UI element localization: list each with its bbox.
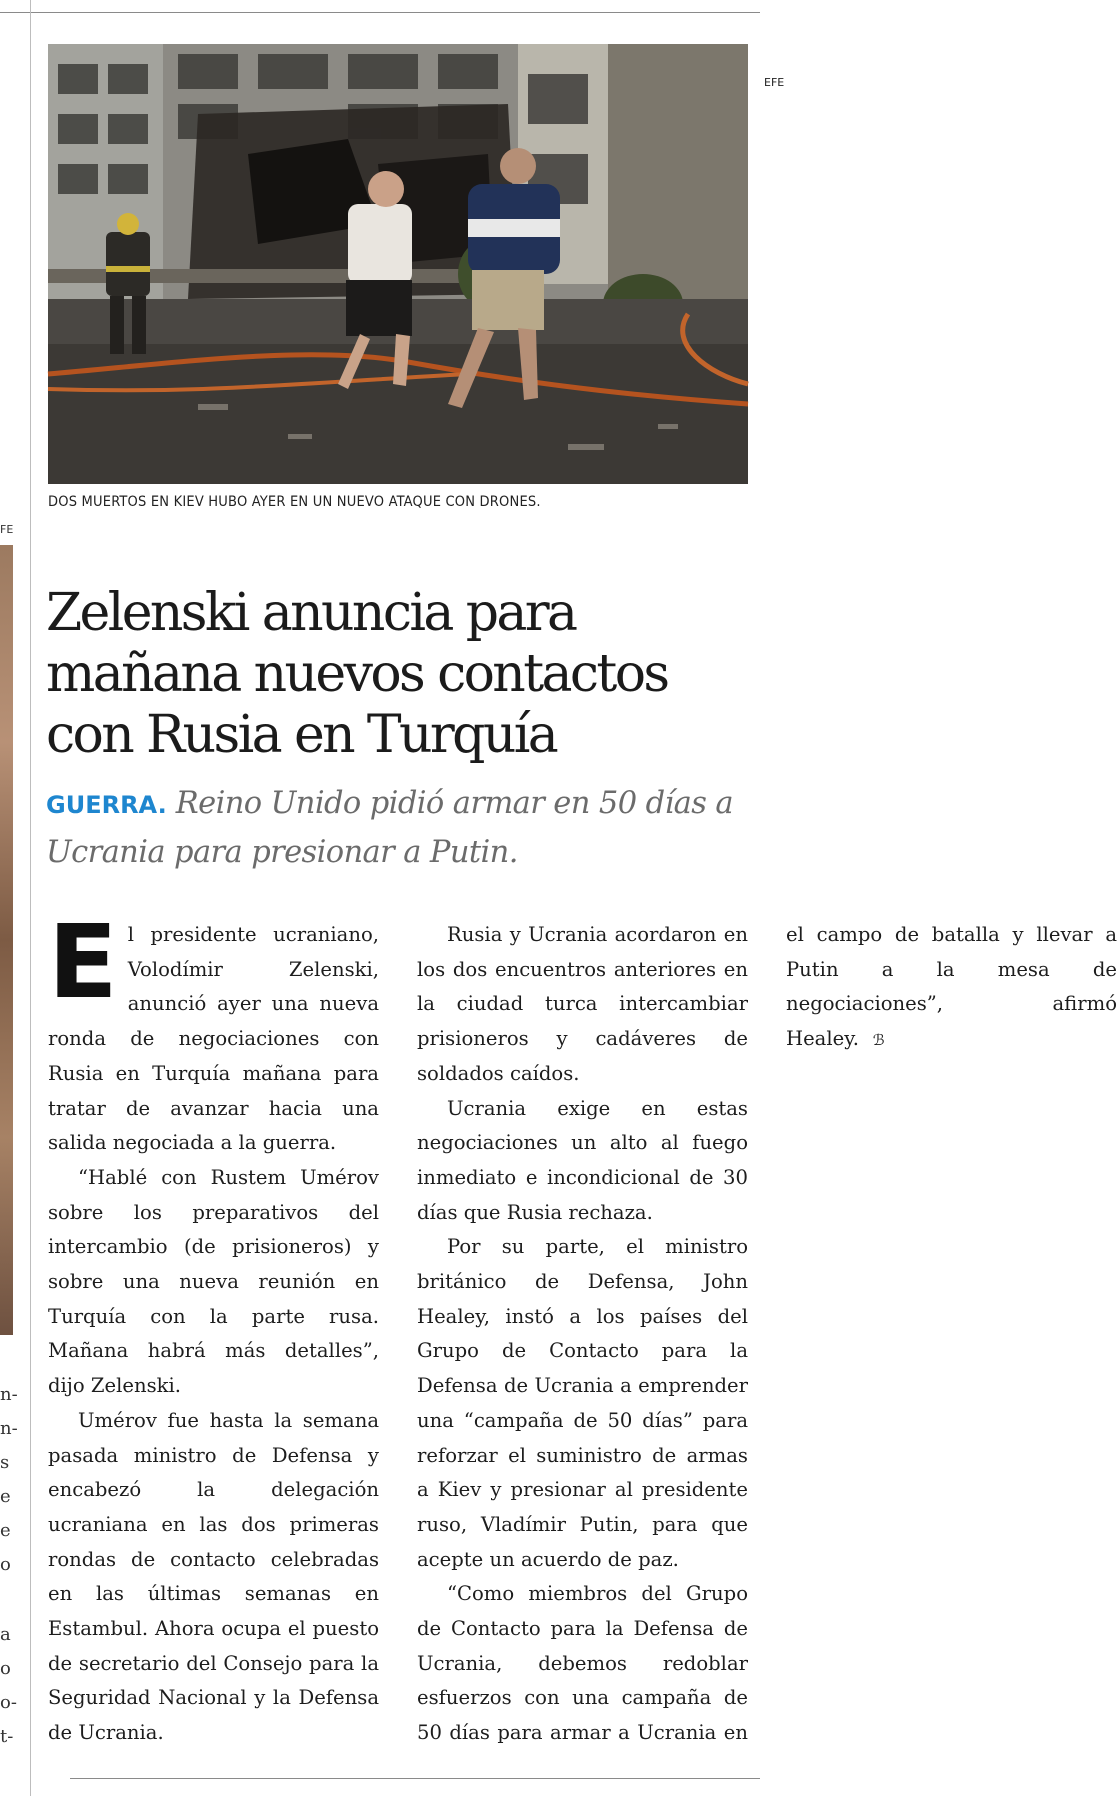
adjacent-text-fragment: n- [0,1418,18,1439]
article-subheadline-block [46,780,758,877]
end-mark-icon: ℬ [872,1031,885,1050]
body-paragraph: Por su parte, el ministro británico de Defensa, John Healey, instó a los países del Grupo de Contacto para la Defensa de Ucrania a emprender una “campaña de 50 días” para reforzar el suministro de armas a Kiev y presionar al presidente ruso, Vladímir Putin, para que acepte un acuerdo de paz. [417,1235,748,1571]
adjacent-photo-edge [0,545,13,1335]
top-rule [0,12,760,13]
adjacent-text-fragment: e [0,1520,11,1541]
column-rule [30,0,31,1796]
adjacent-text-fragment: n- [0,1384,18,1405]
adjacent-text-fragment: o- [0,1692,17,1713]
news-photo [48,44,785,484]
drop-cap: E [48,903,118,1022]
adjacent-text-fragment: o [0,1658,11,1679]
paragraph-text: l presidente ucraniano, Volodímir Zelenski, anunció ayer una nueva ronda de negociaciones con Rusia en Turquía mañana para tratar de avanzar hacia una salida negociada a la guerra. [48,923,379,1155]
body-paragraph: Umérov fue hasta la semana pasada ministro de Defensa y encabezó la delegación ucraniana en las dos primeras rondas de contacto celebradas en las últimas semanas en Estambul. Ahora ocupa el puesto de secretario del Consejo para la Seguridad Nacional y la Defensa de Ucrania. [48,1408,379,1745]
article-body [48,903,1117,1755]
photo-illustration [48,44,748,484]
article-subheadline: Reino Unido pidió armar en 50 días a Ucrania para presionar a Putin. [46,786,733,870]
bottom-rule [70,1778,760,1779]
body-paragraph: “Hablé con Rustem Umérov sobre los preparativos del intercambio (de prisioneros) y sobre una nueva reunión en Turquía con la parte rusa. Mañana habrá más detalles”, dijo Zelenski. [48,1165,379,1398]
body-paragraph: Rusia y Ucrania acordaron en los dos encuentros anteriores en la ciudad turca intercambiar prisioneros y cadáveres de soldados caídos. [417,923,748,1085]
adjacent-text-fragment: a [0,1624,11,1645]
section-kicker: GUERRA. [46,791,167,819]
paragraph-text: “Como miembros del Grupo de Contacto para la Defensa de Ucrania, debemos redoblar esfuerzos con una campaña de 50 días para armar a Ucrania en el campo de batalla y llevar a Putin a la mesa de negociaciones”, afirmó Healey. [417,923,1117,1745]
adjacent-text-fragment: s [0,1452,10,1473]
adjacent-article-strip [0,0,34,1796]
photo-credit: EFE [764,76,785,89]
adjacent-text-fragment: o [0,1554,11,1575]
body-paragraph: Ucrania exige en estas negociaciones un alto al fuego inmediato e incondicional de 30 días que Rusia rechaza. [417,1096,748,1224]
body-paragraph [48,903,379,1161]
photo-caption: DOS MUERTOS EN KIEV HUBO AYER EN UN NUEVO ATAQUE CON DRONES. [48,494,541,510]
adjacent-text-fragment: t- [0,1726,14,1747]
adjacent-text-fragment: e [0,1486,11,1507]
adjacent-photo-credit: FE [0,523,14,536]
article-headline: Zelenski anuncia para mañana nuevos contactos con Rusia en Turquía [46,582,668,765]
